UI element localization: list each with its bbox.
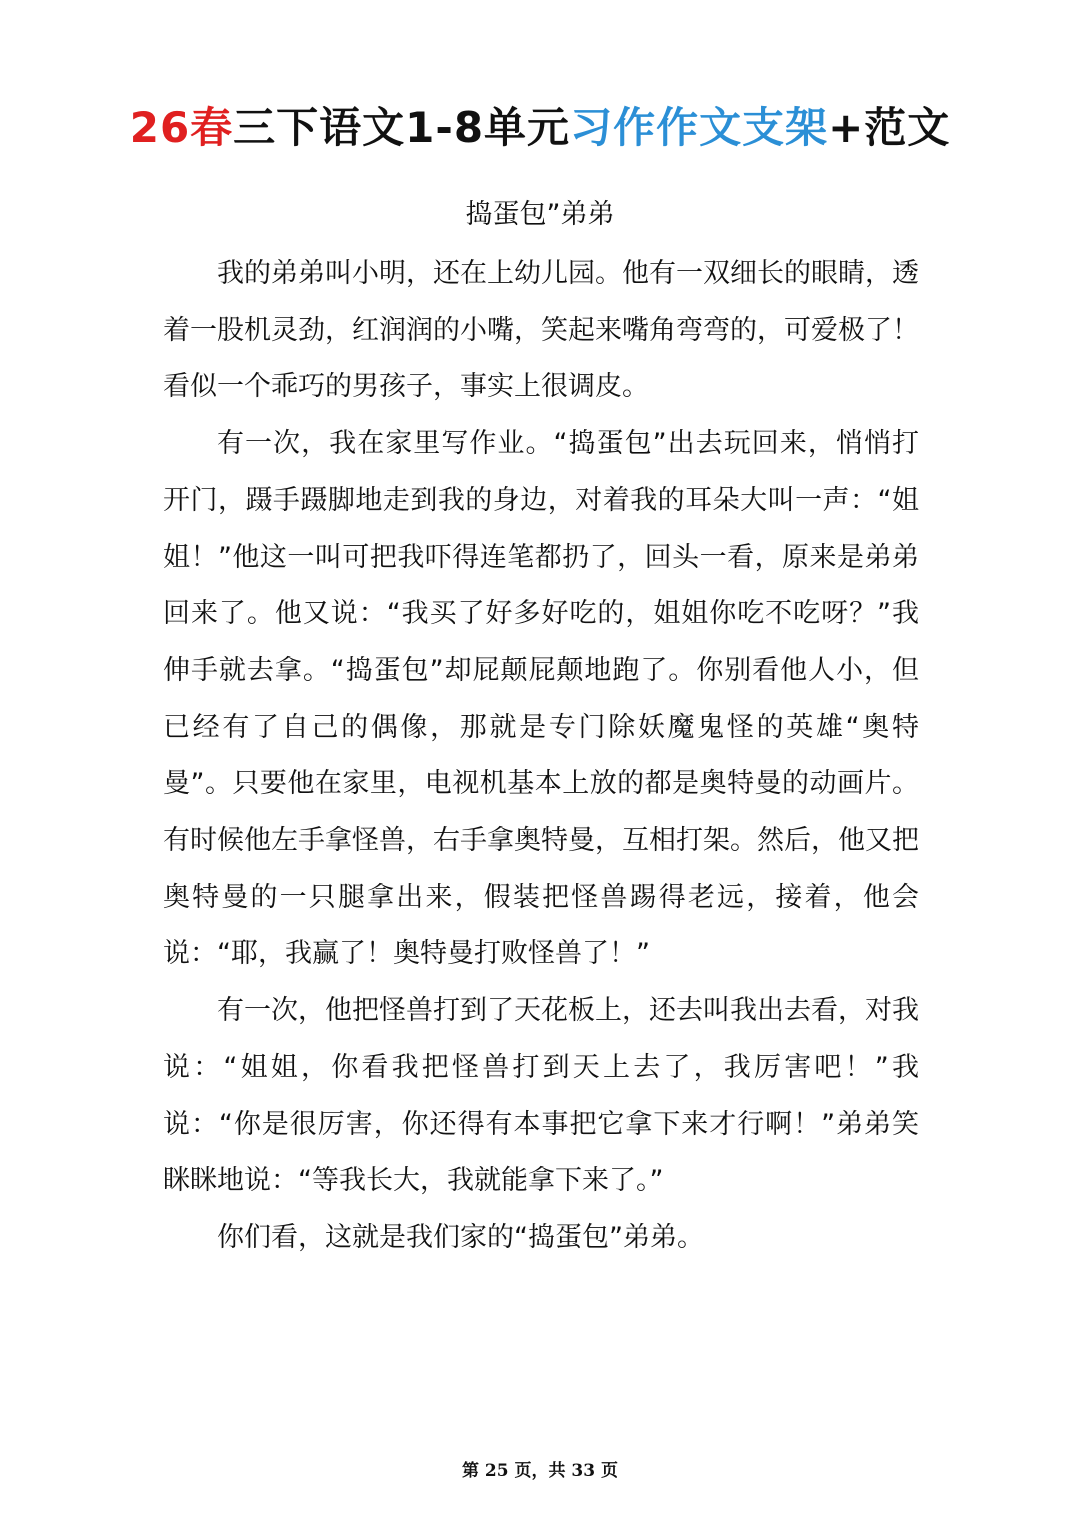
banner-title-year: 26春 (129, 103, 234, 152)
banner-title-support: 习作作文支架 (570, 103, 829, 152)
essay-paragraph: 有一次，我在家里写作业。“捣蛋包”出去玩回来，悄悄打开门，蹑手蹑脚地走到我的身边，对着我的耳朵大叫一声：“姐姐！”他这一叫可把我吓得连笔都扔了，回头一看，原来是弟弟回来了。他又说：“我买了好多好吃的，姐姐你吃不吃呀？”我伸手就去拿。“捣蛋包”却屁颠屁颠地跑了。你别看他人小，但已经有了自己的偶像，那就是专门除妖魔鬼怪的英雄“奥特曼”。只要他在家里，电视机基本上放的都是奥特曼的动画片。有时候他左手拿怪兽，右手拿奥特曼，互相打架。然后，他又把奥特曼的一只腿拿出来，假装把怪兽踢得老远，接着，他会说：“耶，我赢了！奥特曼打败怪兽了！” (163, 428, 919, 970)
essay-paragraph: 有一次，他把怪兽打到了天花板上，还去叫我出去看，对我说：“姐姐，你看我把怪兽打到天上去了，我厉害吧！”我说：“你是很厉害，你还得有本事把它拿下来才行啊！”弟弟笑眯眯地说：“等我长大，我就能拿下来了。” (163, 995, 919, 1197)
essay-paragraph: 我的弟弟叫小明，还在上幼儿园。他有一双细长的眼睛，透着一股机灵劲，红润润的小嘴，笑起来嘴角弯弯的，可爱极了！看似一个乖巧的男孩子，事实上很调皮。 (163, 258, 919, 403)
essay-title: 捣蛋包”弟弟 (465, 199, 615, 230)
page-number: 第 25 页，共 33 页 (462, 1461, 618, 1481)
banner-title (0, 100, 1080, 156)
banner-title-sample: +范文 (828, 103, 951, 152)
banner-title-grade-units: 三下语文1-8单元 (233, 103, 571, 152)
essay-body (163, 246, 919, 1267)
essay-paragraph: 你们看，这就是我们家的“捣蛋包”弟弟。 (217, 1221, 704, 1253)
